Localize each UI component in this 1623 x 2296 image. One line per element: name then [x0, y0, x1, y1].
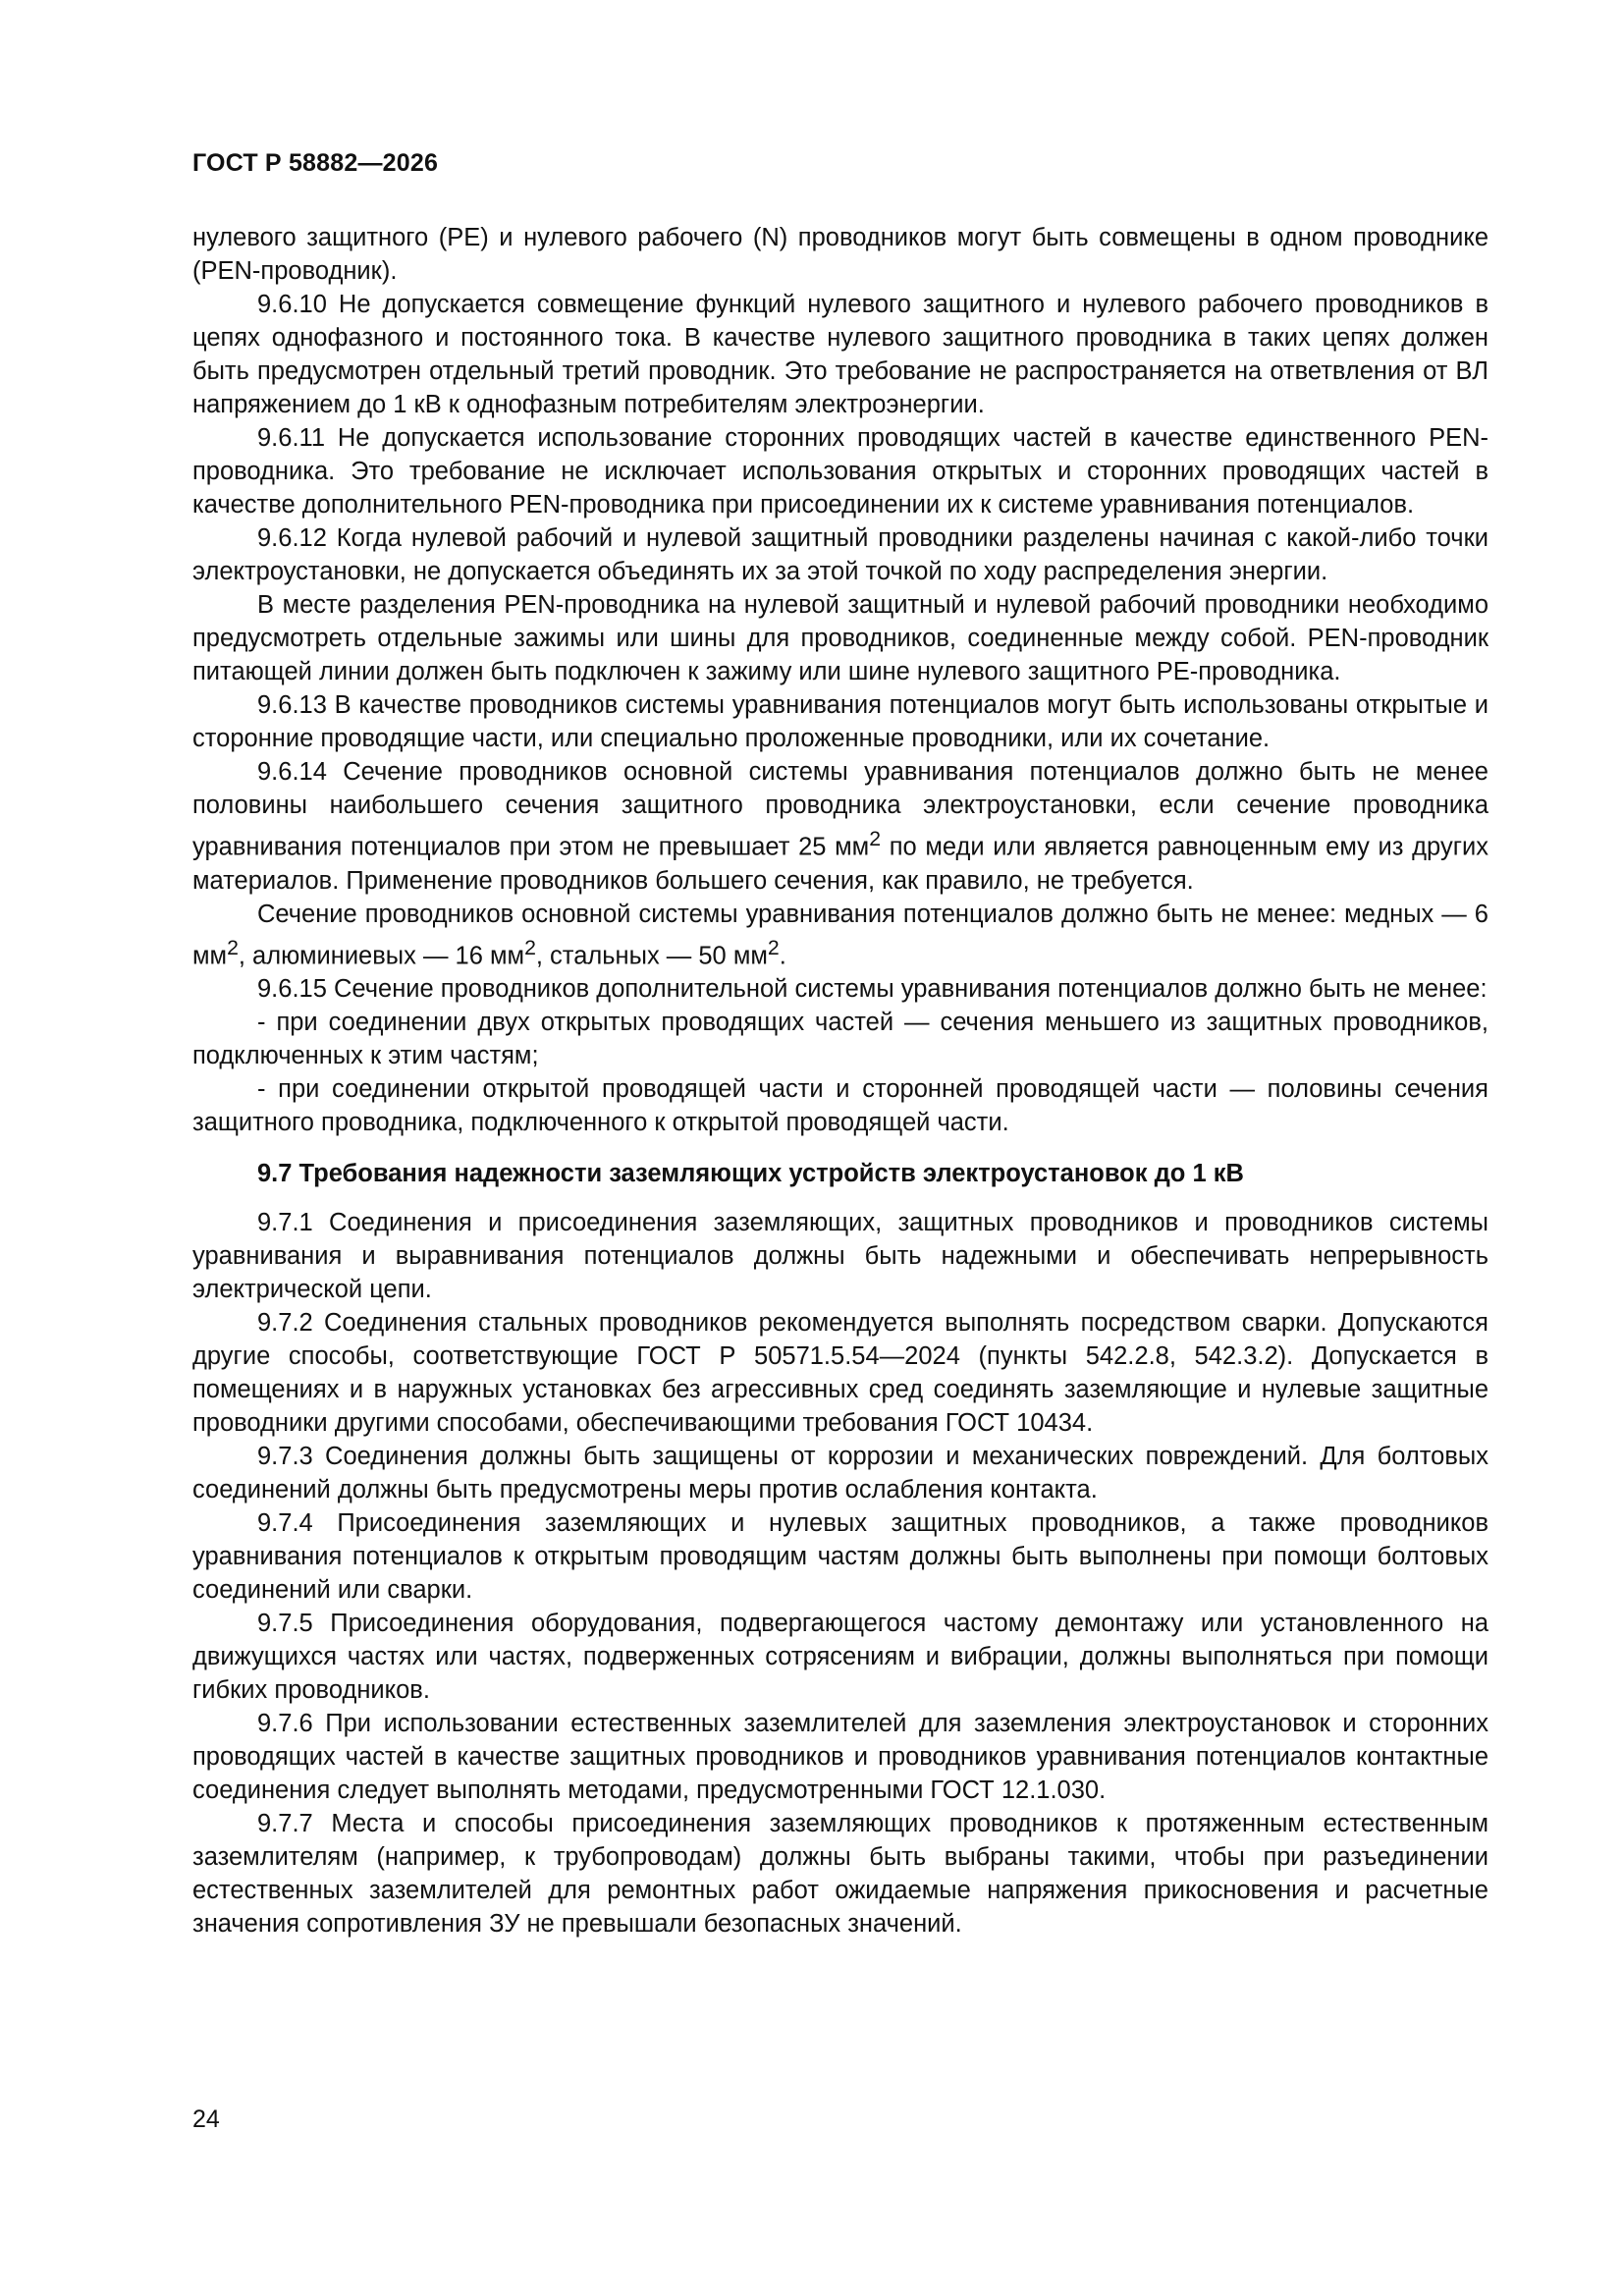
paragraph-9-7-7: 9.7.7 Места и способы присоединения заземляющих проводников к протяженным естественным заземлителям (например, к трубопроводам) должны быть выбраны такими, чтобы при разъединении естественных заземлителей для ремонтных работ ожидаемые напряжения прикосновения и расчетные значения сопротивления ЗУ не превышали безопасных значений. [192, 1810, 1488, 1938]
text-run: . [779, 942, 786, 969]
superscript: 2 [524, 935, 536, 959]
page-number: 24 [192, 2105, 220, 2133]
text-run: , стальных — 50 мм [535, 942, 768, 969]
text-run: Сечение проводников основной системы уравнивания потенциалов должно быть не менее: медных — 6 мм [192, 900, 1488, 969]
list-item: - при соединении открытой проводящей части и сторонней проводящей части — половины сечения защитного проводника, подключенного к открытой проводящей части. [192, 1075, 1488, 1136]
list-item: - при соединении двух открытых проводящих частей — сечения меньшего из защитных проводников, подключенных к этим частям; [192, 1009, 1488, 1069]
superscript: 2 [767, 935, 780, 959]
paragraph-9-6-15: 9.6.15 Сечение проводников дополнительной системы уравнивания потенциалов должно быть не менее: [257, 975, 1488, 1003]
paragraph-9-6-12: 9.6.12 Когда нулевой рабочий и нулевой защитный проводники разделены начиная с какой-либо точки электроустановки, не допускается объединять их за этой точкой по ходу распределения энергии. [192, 524, 1488, 585]
paragraph: нулевого защитного (PE) и нулевого рабочего (N) проводников могут быть совмещены в одном проводнике (PEN-проводник). [192, 224, 1488, 285]
paragraph-9-7-2: 9.7.2 Соединения стальных проводников рекомендуется выполнять посредством сварки. Допускаются другие способы, соответствующие ГОСТ Р 50571.5.54—2024 (пункты 542.2.8, 542.3.2). Допускается в помещениях и в наружных установках без агрессивных сред соединять заземляющие и нулевые защитные проводники другими способами, обеспечивающими требования ГОСТ 10434. [192, 1309, 1488, 1437]
text-run: по меди или является равноценным ему из других материалов. Применение проводников большего сечения, как правило, не требуется. [192, 833, 1488, 895]
section-heading-9-7: 9.7 Требования надежности заземляющих устройств электроустановок до 1 кВ [257, 1160, 1244, 1187]
paragraph-9-6-10: 9.6.10 Не допускается совмещение функций нулевого защитного и нулевого рабочего проводников в цепях однофазного и постоянного тока. В качестве нулевого защитного проводника в таких цепях должен быть предусмотрен отдельный третий проводник. Это требование не распространяется на ответвления от ВЛ напряжением до 1 кВ к однофазным потребителям электроэнергии. [192, 291, 1488, 418]
text-run: , алюминиевых — 16 мм [238, 942, 525, 969]
superscript: 2 [869, 827, 882, 850]
paragraph-9-6-14 [192, 755, 1488, 898]
document-header: ГОСТ Р 58882—2026 [192, 149, 439, 177]
document-body [192, 221, 1488, 1941]
paragraph: В месте разделения PEN-проводника на нулевой защитный и нулевой рабочий проводники необходимо предусмотреть отдельные зажимы или шины для проводников, соединенные между собой. PEN-проводник питающей линии должен быть подключен к зажиму или шине нулевого защитного PE-проводника. [192, 591, 1488, 685]
paragraph-9-7-5: 9.7.5 Присоединения оборудования, подвергающегося частому демонтажу или установленного на движущихся частях или частях, подверженных сотрясениям и вибрации, должны выполняться при помощи гибких проводников. [192, 1610, 1488, 1704]
paragraph-9-6-11: 9.6.11 Не допускается использование сторонних проводящих частей в качестве единственного PEN-проводника. Это требование не исключает использования открытых и сторонних проводящих частей в качестве дополнительного PEN-проводника при присоединении их к системе уравнивания потенциалов. [192, 424, 1488, 519]
paragraph-9-7-1: 9.7.1 Соединения и присоединения заземляющих, защитных проводников и проводников системы уравнивания и выравнивания потенциалов должны быть надежными и обеспечивать непрерывность электрической цепи. [192, 1209, 1488, 1303]
text-run: 9.6.14 Сечение проводников основной системы уравнивания потенциалов должно быть не менее половины наибольшего сечения защитного проводника электроустановки, если сечение проводника уравнивания потенциалов при этом не превышает 25 мм [192, 758, 1488, 861]
paragraph [192, 898, 1488, 973]
superscript: 2 [227, 935, 239, 959]
paragraph-9-7-6: 9.7.6 При использовании естественных заземлителей для заземления электроустановок и сторонних проводящих частей в качестве защитных проводников и проводников уравнивания потенциалов контактные соединения следует выполнять методами, предусмотренными ГОСТ 12.1.030. [192, 1710, 1488, 1804]
paragraph-9-7-3: 9.7.3 Соединения должны быть защищены от коррозии и механических повреждений. Для болтовых соединений должны быть предусмотрены меры против ослабления контакта. [192, 1443, 1488, 1503]
paragraph-9-7-4: 9.7.4 Присоединения заземляющих и нулевых защитных проводников, а также проводников уравнивания потенциалов к открытым проводящим частям должны быть выполнены при помощи болтовых соединений или сварки. [192, 1509, 1488, 1604]
paragraph-9-6-13: 9.6.13 В качестве проводников системы уравнивания потенциалов могут быть использованы открытые и сторонние проводящие части, или специально проложенные проводники, или их сочетание. [192, 691, 1488, 752]
